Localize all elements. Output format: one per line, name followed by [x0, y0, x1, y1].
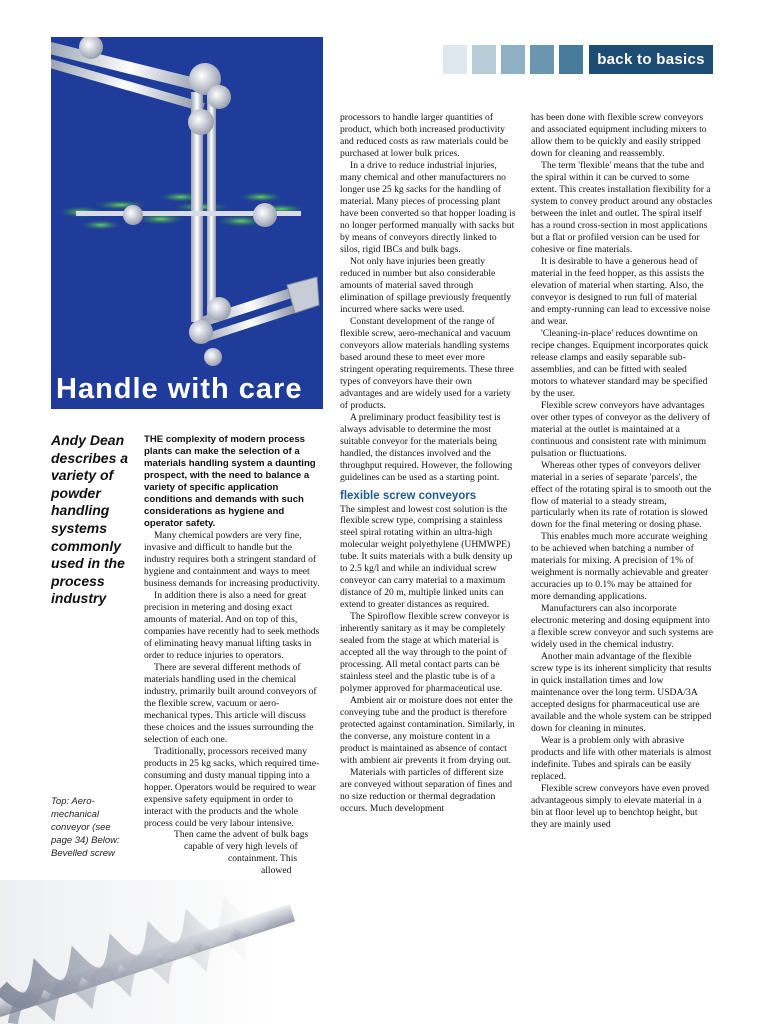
paragraph: Wear is a problem only with abrasive products and life with other materials is almost indefinite. Tubes and spirals can be easily replaced.	[531, 735, 712, 783]
paragraph: Manufacturers can also incorporate electronic metering and dosing equipment into a flexible screw conveyor and such systems are widely used in the chemical industry.	[531, 603, 713, 651]
paragraph: Ambient air or moisture does not enter the conveying tube and the product is therefore protected against contamination. Similarly, in the converse, any moisture content in a product is maintained as absence of contact with ambient air prevents it from drying out.	[340, 695, 515, 767]
paragraph: 'Cleaning-in-place' reduces downtime on recipe changes. Equipment incorporates quick release clamps and easily separable sub-assemblies, and can be fitted with sealed motors to whatever standard may be specified by the user.	[531, 327, 709, 399]
paragraph: Flexible screw conveyors have even proved advantageous simply to elevate material in a bin at floor level up to benchtop height, but they are mainly used	[531, 783, 710, 831]
paragraph: Traditionally, processors received many products in 25 kg sacks, which required time-consuming and dusty manual tipping into a hopper. Operators would be required to wear expensive safety equipment in order to interact with the products and the whole process could be very labour intensive.	[144, 745, 320, 829]
paragraph: has been done with flexible screw conveyors and associated equipment including mixers to allow them to be quickly and easily stripped down for cleaning and reassembly.	[531, 112, 707, 159]
paragraph: This enables much more accurate weighing to be achieved when batching a number of materials for mixing. A precision of 1% of weighment is normally achievable and greater accuracies up to 0.1% may be attained for more demanding applications.	[531, 531, 709, 603]
paragraph: Constant development of the range of flexible screw, aero-mechanical and vacuum conveyors allow materials handling systems based around these to meet ever more stringent operating requirements. These three types of conveyors have their own advantages and are widely used for a variety of products.	[340, 315, 514, 411]
paragraph: The Spiroflow flexible screw conveyor is inherently sanitary as it may be completely sealed from the stage at which material is accepted all the way through to the point of processing. All metal contact parts can be stainless steel and the plastic tube is of a polymer approved for pharmaceutical use.	[340, 611, 510, 695]
standfirst: Andy Dean describes a variety of powder handling systems commonly used in the process industry	[51, 432, 129, 607]
paragraph: A preliminary product feasibility test is always advisable to determine the most suitable conveyor for the materials being handled, the distances involved and the throughput required. However, the following guidelines can be used as a starting point.	[340, 411, 513, 483]
body-column-2	[340, 112, 516, 815]
paragraph: Materials with particles of different size are conveyed without separation of fines and no size reduction or thermal degradation occurs. Much development	[340, 767, 513, 815]
bevelled-screw-illustration	[0, 880, 300, 1024]
body-column-1	[144, 434, 320, 877]
hero-image	[51, 37, 323, 409]
wrapped-paragraph	[144, 829, 320, 877]
section-label: back to basics	[589, 45, 713, 74]
body-column-3	[531, 112, 713, 831]
paragraph: There are several different methods of materials handling used in the chemical industry, primarily built around conveyors of the flexible screw, vacuum or aero-mechanical types. This article will discuss these choices and the issues surrounding the selection of each one.	[144, 661, 317, 745]
header-block-1	[443, 45, 467, 74]
wrap-line: allowed	[261, 865, 292, 877]
header-block-5	[559, 45, 583, 74]
wrap-line: capable of very high levels of	[184, 841, 298, 853]
paragraph: In a drive to reduce industrial injuries, many chemical and other manufacturers no longer use 25 kg sacks for the handling of material. Many pieces of processing plant have been converted so that hopper loading is no longer performed manually with sacks but by means of conveyors directly linked to silos, rigid IBCs and bulk bags.	[340, 159, 516, 255]
wrap-line: containment. This	[228, 853, 298, 865]
paragraph: processors to handle larger quantities of product, which both increased productivity and reduced costs as raw materials could be purchased at lower bulk prices.	[340, 112, 509, 159]
aero-mechanical-conveyor-illustration	[51, 37, 323, 409]
paragraph: Many chemical powders are very fine, invasive and difficult to handle but the industry requires both a stringent standard of hygiene and containment and ways to meet business demands for increasing productivity.	[144, 529, 320, 589]
paragraph: Flexible screw conveyors have advantages over other types of conveyor as the delivery of material at the outlet is maintained at a continuous and consistent rate with minimum pulsation or fluctuations.	[531, 399, 711, 459]
paragraph: The term 'flexible' means that the tube and the spiral within it can be curved to some extent. This creates installation flexibility for a system to convey product around any obstacles between the inlet and outlet. The spiral itself has a round cross-section in most applications but a flat or profiled version can be used for cohesive or fine materials.	[531, 159, 713, 255]
paragraph: It is desirable to have a generous head of material in the feed hopper, as this assists the elevation of material when starting. Also, the conveyor is designed to run full of material and empty-running can lead to excessive noise and wear.	[531, 255, 711, 327]
paragraph: Another main advantage of the flexible screw type is its inherent simplicity that results in quick installation times and low maintenance over the long term. USDA/3A accepted designs for pharmaceutical use are available and the whole system can be stripped down for cleaning in minutes.	[531, 651, 712, 735]
paragraph: The simplest and lowest cost solution is the flexible screw type, comprising a stainless steel spiral rotating within an ultra-high molecular weight polyethylene (UHMWPE) tube. It suits materials with a bulk density up to 2.5 kg/l and while an individual screw conveyor can carry material to a maximum distance of 20 m, multiple linked units can extend to greater distances as required.	[340, 503, 513, 611]
lead-paragraph: THE complexity of modern process plants can make the selection of a materials handling system a daunting prospect, with the need to balance a variety of specific application conditions and demands with such considerations as hygiene and operator safety.	[144, 434, 316, 529]
header-block-4	[530, 45, 554, 74]
section-subhead: flexible screw conveyors	[340, 489, 477, 502]
header-block-2	[472, 45, 496, 74]
article-title: Handle with care	[56, 373, 303, 405]
bevelled-screw-image	[0, 880, 300, 1024]
paragraph: In addition there is also a need for great precision in metering and dosing exact amounts of material. And on top of this, companies have recently had to seek methods of eliminating heavy manual lifting tasks in order to reduce injuries to operators.	[144, 589, 320, 661]
image-caption: Top: Aero-mechanical conveyor (see page 34) Below: Bevelled screw	[51, 796, 120, 859]
header-block-3	[501, 45, 525, 74]
paragraph: Whereas other types of conveyors deliver material in a series of separate 'parcels', the effect of the rotating spiral is to smooth out the flow of material to a steady stream, particularly when its rate of rotation is slowed down for the final metering or dosing phase.	[531, 459, 712, 531]
paragraph: Not only have injuries been greatly reduced in number but also considerable amounts of material saved through elimination of spillage previously frequently incurred where sacks were used.	[340, 255, 512, 315]
wrap-line: Then came the advent of bulk bags	[174, 829, 309, 841]
